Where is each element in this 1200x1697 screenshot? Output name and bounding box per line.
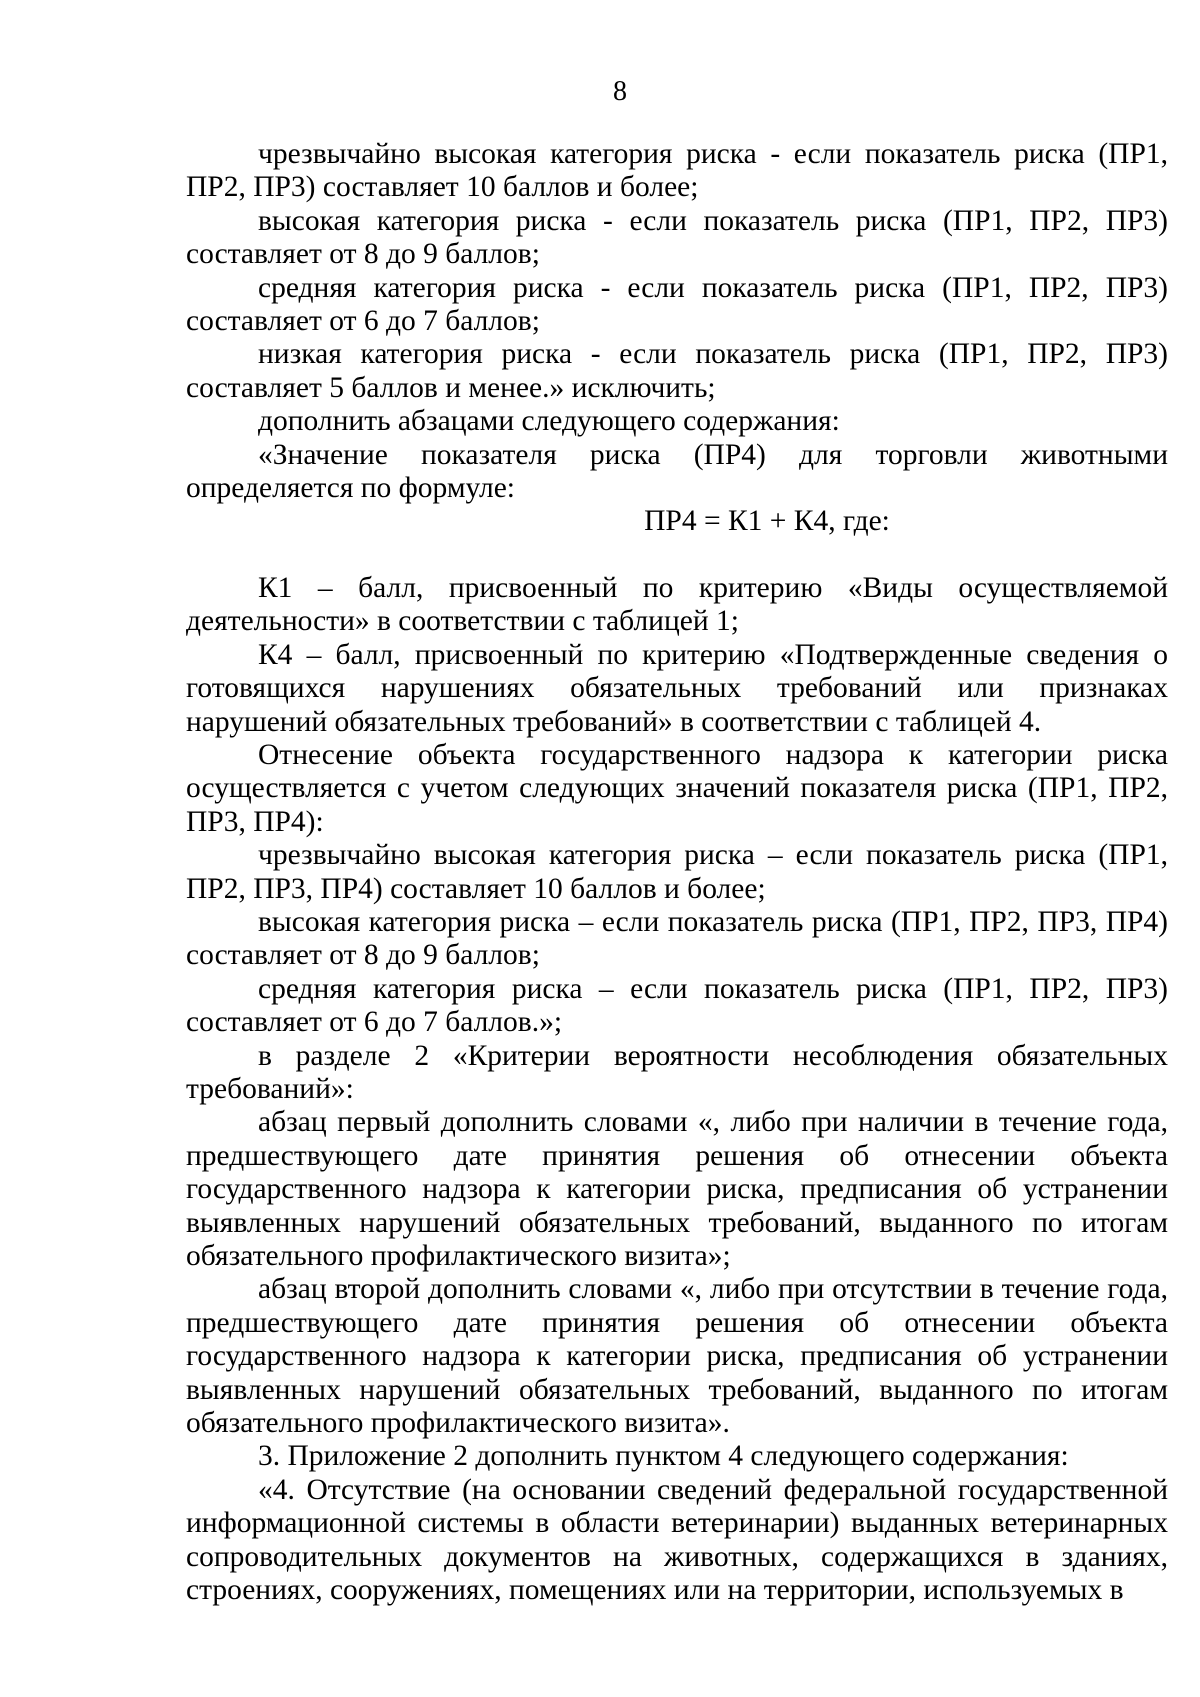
paragraph-k1: К1 – балл, присвоенный по критерию «Виды осуществляемой деятельности» в соответствии с таблицей 1; — [186, 571, 1168, 638]
paragraph-medium-risk-old: средняя категория риска - если показатель риска (ПР1, ПР2, ПР3) составляет от 6 до 7 баллов; — [186, 271, 1168, 338]
paragraph-extreme-risk-old: чрезвычайно высокая категория риска - если показатель риска (ПР1, ПР2, ПР3) составляет 10 баллов и более; — [186, 138, 1168, 204]
paragraph-add-intro: дополнить абзацами следующего содержания: — [258, 405, 840, 438]
paragraph-high-risk-old: высокая категория риска - если показатель риска (ПР1, ПР2, ПР3) составляет от 8 до 9 баллов; — [186, 204, 1168, 271]
paragraph-first-abzac: абзац первый дополнить словами «, либо при наличии в течение года, предшествующего дате принятия решения об отнесении объекта государственного надзора к категории риска, предписания об устранении выявленных нарушений обязательных требований, выданного по итогам обязательного профилактического визита»; — [186, 1106, 1168, 1272]
paragraph-appendix-2: 3. Приложение 2 дополнить пунктом 4 следующего содержания: — [258, 1440, 1069, 1473]
paragraph-extreme-risk-new: чрезвычайно высокая категория риска – если показатель риска (ПР1, ПР2, ПР3, ПР4) составляет 10 баллов и более; — [186, 839, 1168, 905]
document-body — [186, 138, 1168, 1607]
paragraph-low-risk-old: низкая категория риска - если показатель риска (ПР1, ПР2, ПР3) составляет 5 баллов и менее.» исключить; — [186, 338, 1168, 404]
paragraph-second-abzac: абзац второй дополнить словами «, либо при отсутствии в течение года, предшествующего дате принятия решения об отнесении объекта государственного надзора к категории риска, предписания об устранении выявленных нарушений обязательных требований, выданного по итогам обязательного профилактического визита». — [186, 1273, 1168, 1440]
paragraph-item-4: «4. Отсутствие (на основании сведений федеральной государственной информационной системы в области ветеринарии) выданных ветеринарных сопроводительных документов на животных, содержащихся в зданиях, строениях, сооружениях, помещениях или на территории, используемых в — [186, 1473, 1168, 1607]
formula-pr4: ПР4 = К1 + К4, где: — [644, 505, 890, 538]
paragraph-high-risk-new: высокая категория риска – если показатель риска (ПР1, ПР2, ПР3, ПР4) составляет от 8 до 9 баллов; — [186, 905, 1168, 972]
page-number: 8 — [613, 76, 627, 107]
paragraph-medium-risk-new: средняя категория риска – если показатель риска (ПР1, ПР2, ПР3) составляет от 6 до 7 баллов.»; — [186, 972, 1168, 1039]
paragraph-section-2: в разделе 2 «Критерии вероятности несоблюдения обязательных требований»: — [186, 1039, 1168, 1105]
paragraph-pr4-definition: «Значение показателя риска (ПР4) для торговли животными определяется по формуле: — [186, 438, 1168, 505]
paragraph-k4: К4 – балл, присвоенный по критерию «Подтвержденные сведения о готовящихся нарушениях обязательных требований или признаках нарушений обязательных требований» в соответствии с таблицей 4. — [186, 638, 1168, 738]
paragraph-risk-assignment: Отнесение объекта государственного надзора к категории риска осуществляется с учетом следующих значений показателя риска (ПР1, ПР2, ПР3, ПР4): — [186, 738, 1168, 838]
